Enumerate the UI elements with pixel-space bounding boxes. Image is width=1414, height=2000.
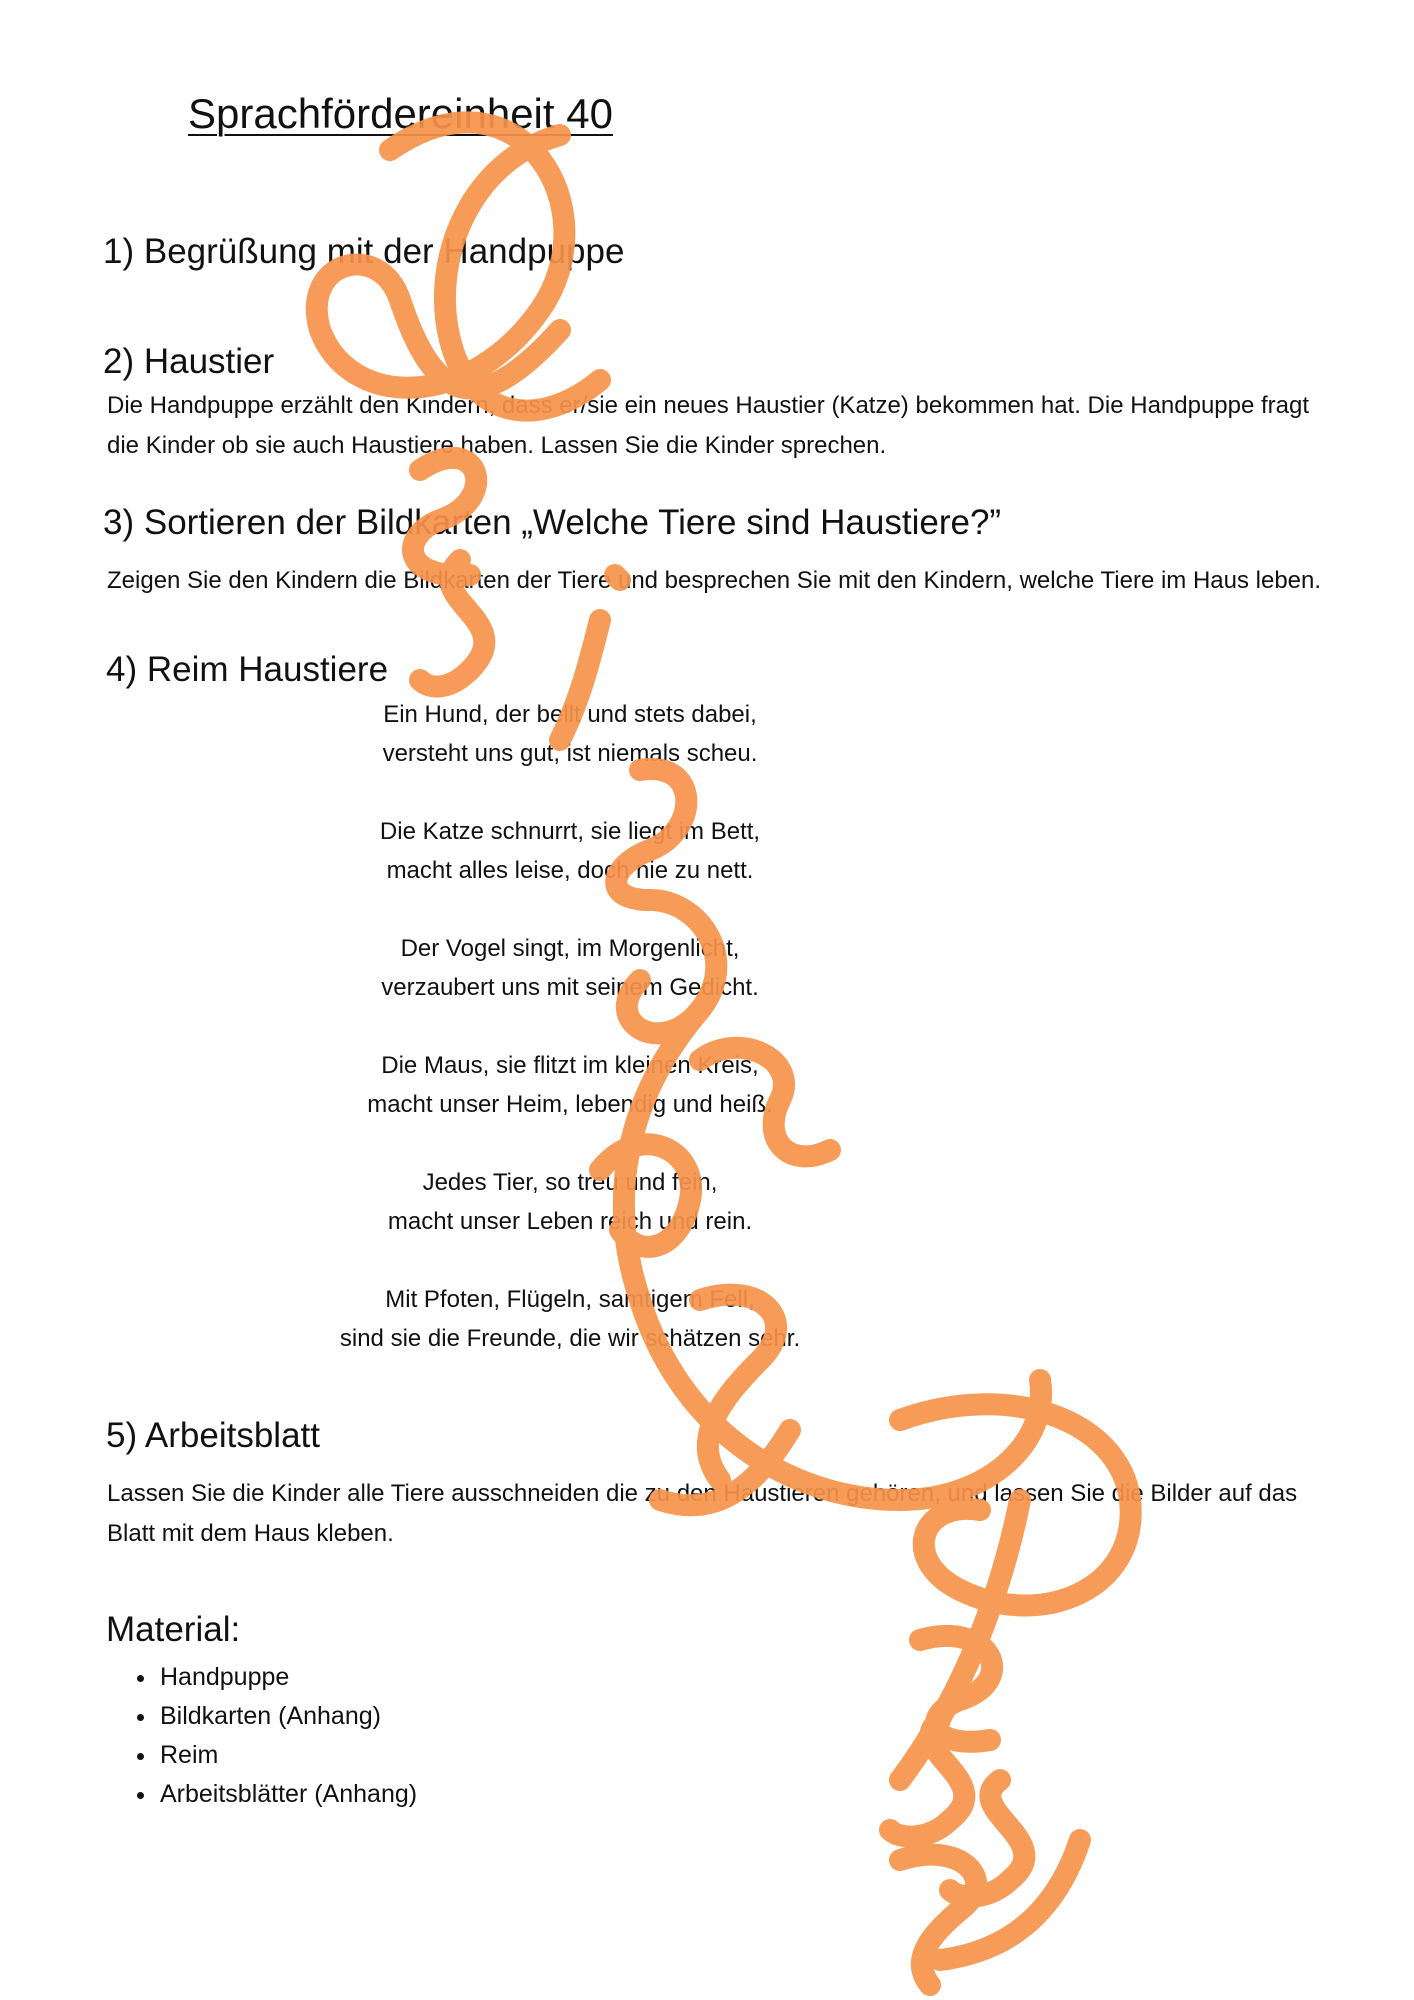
watermark-stroke [900, 1855, 976, 1985]
section-text-sorting: Zeigen Sie den Kindern die Bildkarten der Tiere und besprechen Sie mit den Kindern, welche Tiere im Haus leben. [107, 567, 1322, 594]
section-text-worksheet: Lassen Sie die Kinder alle Tiere ausschneiden die zu den Haustieren gehören, und lassen Sie die Bilder auf das Blatt mit dem Haus kleben. [107, 1480, 1298, 1547]
poem-line: Die Maus, sie flitzt im kleinen Kreis, [381, 1052, 759, 1079]
poem-stanza [270, 1280, 870, 1358]
watermark-stroke [445, 135, 600, 411]
poem-stanza [270, 812, 870, 890]
document-title: Sprachfördereinheit 40 [188, 90, 613, 137]
watermark-stroke [940, 1840, 1080, 1960]
poem-line: macht unser Leben reich und rein. [387, 1208, 753, 1235]
section-heading-worksheet: 5) Arbeitsblatt [106, 1416, 320, 1455]
watermark-stroke [920, 1636, 992, 1742]
poem-stanza [270, 1163, 870, 1241]
poem-line: macht unser Heim, lebendig und heiß. [367, 1091, 773, 1118]
material-item: • Arbeitsblätter (Anhang) [158, 1775, 417, 1814]
watermark-stroke [950, 1780, 1024, 1897]
section-heading-sorting: 3) Sortieren der Bildkarten „Welche Tiere sind Haustiere?” [103, 503, 1002, 542]
poem-stanza [270, 1046, 870, 1124]
poem-stanza [270, 695, 870, 773]
section-text-pet: Die Handpuppe erzählt den Kindern, dass er/sie ein neues Haustier (Katze) bekommen hat. Die Handpuppe fragt die Kinder ob sie auch Haustiere haben. Lassen Sie die Kinder sprechen. [107, 392, 1310, 459]
poem-stanza [270, 929, 870, 1007]
poem-line: Mit Pfoten, Flügeln, samtigem Fell, [385, 1286, 755, 1313]
poem-line: Der Vogel singt, im Morgenlicht, [400, 935, 740, 962]
poem-line: verzaubert uns mit seinem Gedicht. [381, 974, 759, 1001]
poem-line: versteht uns gut, ist niemals scheu. [382, 740, 758, 767]
section-heading-pet: 2) Haustier [103, 342, 275, 381]
poem-line: Jedes Tier, so treu und fein, [422, 1169, 718, 1196]
poem-line: Ein Hund, der bellt und stets dabei, [383, 701, 757, 728]
material-heading: Material: [106, 1610, 241, 1649]
rhyme-poem [270, 695, 870, 1397]
section-heading-rhyme: 4) Reim Haustiere [106, 650, 389, 689]
section-heading-greeting: 1) Begrüßung mit der Handpuppe [103, 232, 625, 271]
poem-line: Die Katze schnurrt, sie liegt im Bett, [379, 818, 761, 845]
poem-line: macht alles leise, doch nie zu nett. [386, 857, 754, 884]
watermark-stroke [890, 1720, 964, 1837]
material-item: • Handpuppe [158, 1658, 417, 1697]
material-item: • Bildkarten (Anhang) [158, 1697, 417, 1736]
material-item: • Reim [158, 1736, 417, 1775]
poem-line: sind sie die Freunde, die wir schätzen sehr. [339, 1325, 801, 1352]
material-list [130, 1658, 417, 1814]
